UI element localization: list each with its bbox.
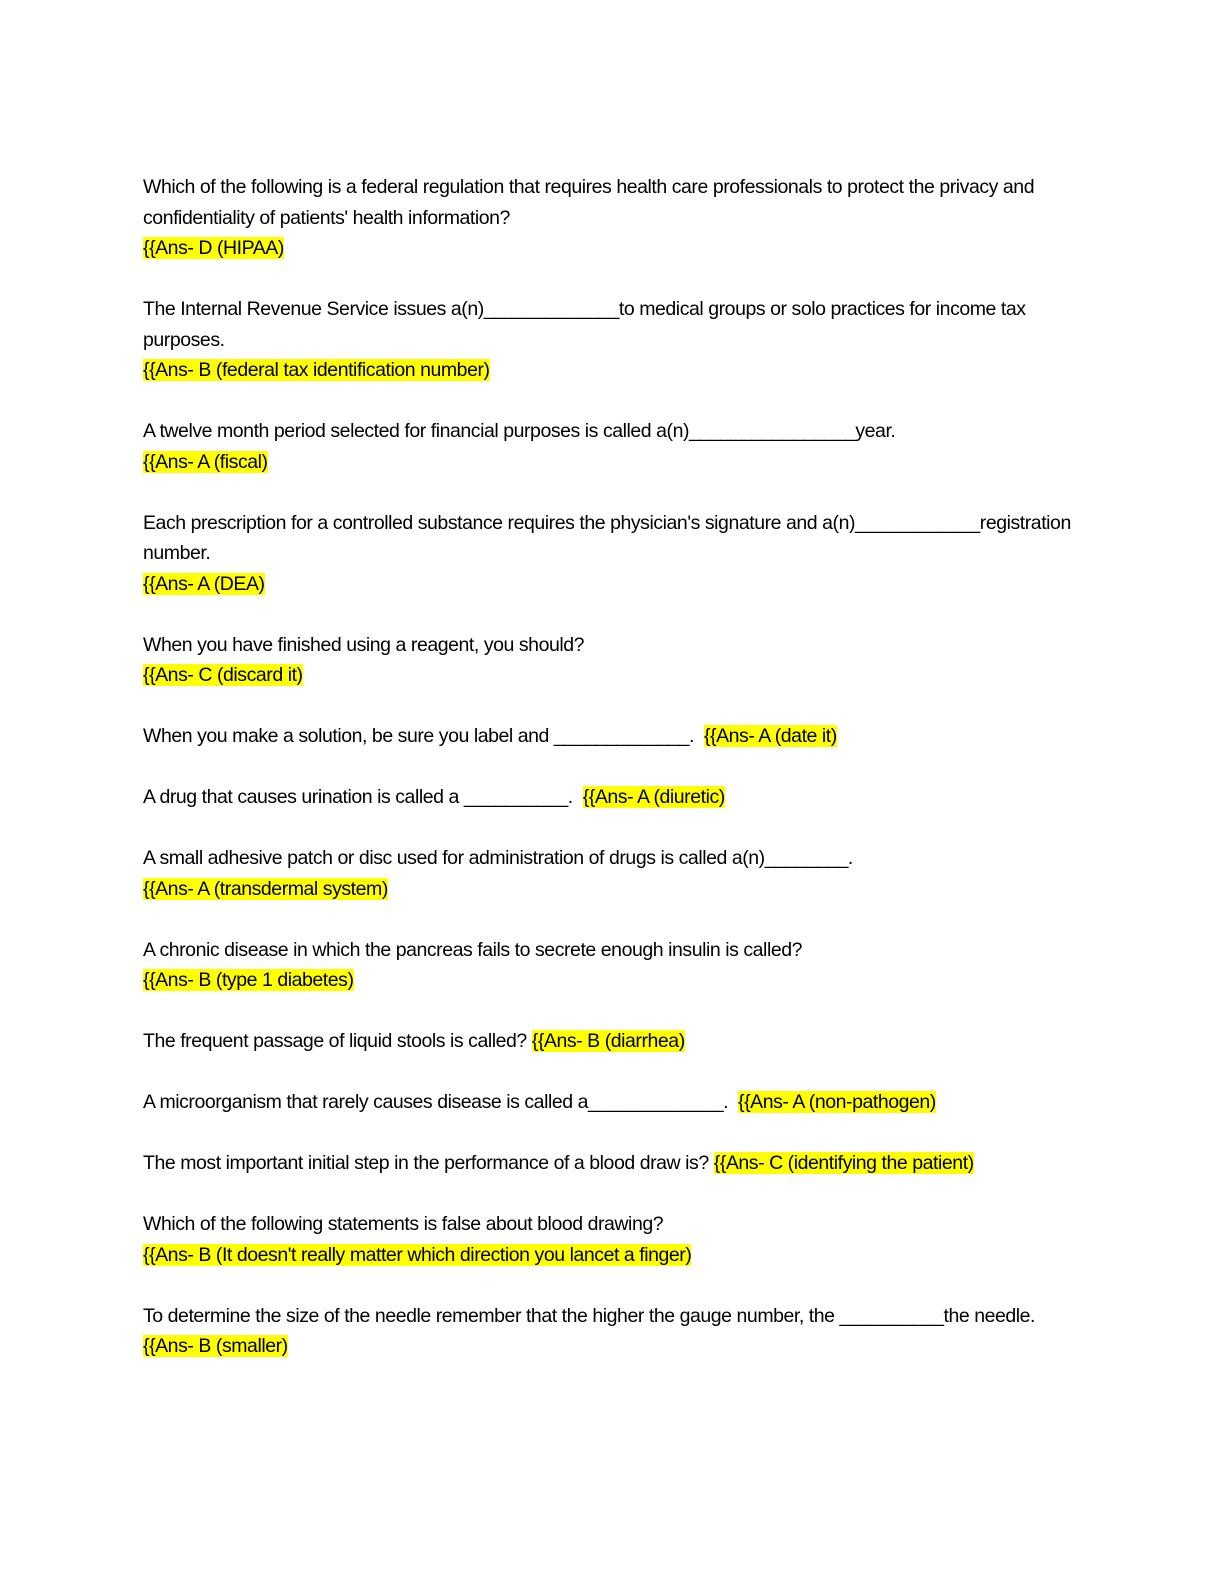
question-block-2: [143, 294, 1073, 386]
question-block-4: [143, 508, 1073, 600]
question-block-3: [143, 416, 1073, 477]
question-block-13: [143, 1209, 1073, 1270]
question-text: A small adhesive patch or disc used for administration of drugs is called a(n)________.: [143, 847, 853, 869]
question-text: Which of the following statements is false about blood drawing?: [143, 1213, 664, 1235]
answer-highlight: {{Ans- C (identifying the patient): [713, 1152, 974, 1174]
question-block-9: [143, 935, 1073, 996]
answer-highlight: {{Ans- B (diarrhea): [531, 1030, 685, 1052]
question-text: Each prescription for a controlled substance requires the physician's signature and a(n)____________registration number.: [143, 511, 1071, 564]
question-text: When you have finished using a reagent, you should?: [143, 633, 585, 656]
question-block-11: [143, 1087, 1073, 1118]
question-block-7: [143, 782, 1073, 813]
question-block-12: [143, 1148, 1073, 1179]
document-page: [143, 172, 1073, 1392]
question-block-14: [143, 1301, 1073, 1362]
question-block-1: [143, 172, 1073, 264]
answer-highlight: {{Ans- A (date it): [703, 725, 837, 747]
question-text: A microorganism that rarely causes disease is called a_____________.: [143, 1091, 729, 1113]
question-block-5: [143, 630, 1073, 691]
question-text: To determine the size of the needle remember that the higher the gauge number, the __________the needle.: [143, 1304, 1036, 1327]
answer-highlight: {{Ans- A (transdermal system): [143, 877, 388, 900]
question-block-6: [143, 721, 1073, 752]
answer-highlight: {{Ans- A (diuretic): [582, 786, 725, 808]
answer-highlight: {{Ans- B (federal tax identification number): [143, 359, 490, 381]
question-text: A drug that causes urination is called a __________.: [143, 786, 573, 808]
answer-highlight: {{Ans- A (non-pathogen): [738, 1091, 936, 1113]
answer-highlight: {{Ans- B (type 1 diabetes): [143, 969, 354, 991]
question-text: The Internal Revenue Service issues a(n)_____________to medical groups or solo practices for income tax purposes.: [143, 298, 1026, 351]
question-text: The frequent passage of liquid stools is called?: [143, 1030, 527, 1052]
answer-highlight: {{Ans- C (discard it): [143, 664, 303, 686]
question-text: A chronic disease in which the pancreas fails to secrete enough insulin is called?: [143, 938, 803, 961]
question-text: A twelve month period selected for financial purposes is called a(n)________________year.: [143, 420, 896, 442]
answer-highlight: {{Ans- B (smaller): [143, 1335, 288, 1357]
question-text: The most important initial step in the performance of a blood draw is?: [143, 1152, 709, 1174]
answer-highlight: {{Ans- A (fiscal): [143, 450, 268, 473]
answer-highlight: {{Ans- B (It doesn't really matter which direction you lancet a finger): [143, 1243, 692, 1266]
question-block-8: [143, 843, 1073, 904]
question-text: When you make a solution, be sure you label and _____________.: [143, 725, 695, 747]
question-text: Which of the following is a federal regulation that requires health care professionals to protect the privacy and confidentiality of patients' health information?: [143, 176, 1035, 229]
question-block-10: [143, 1026, 1073, 1057]
answer-highlight: {{Ans- D (HIPAA): [143, 237, 284, 259]
answer-highlight: {{Ans- A (DEA): [143, 572, 265, 595]
